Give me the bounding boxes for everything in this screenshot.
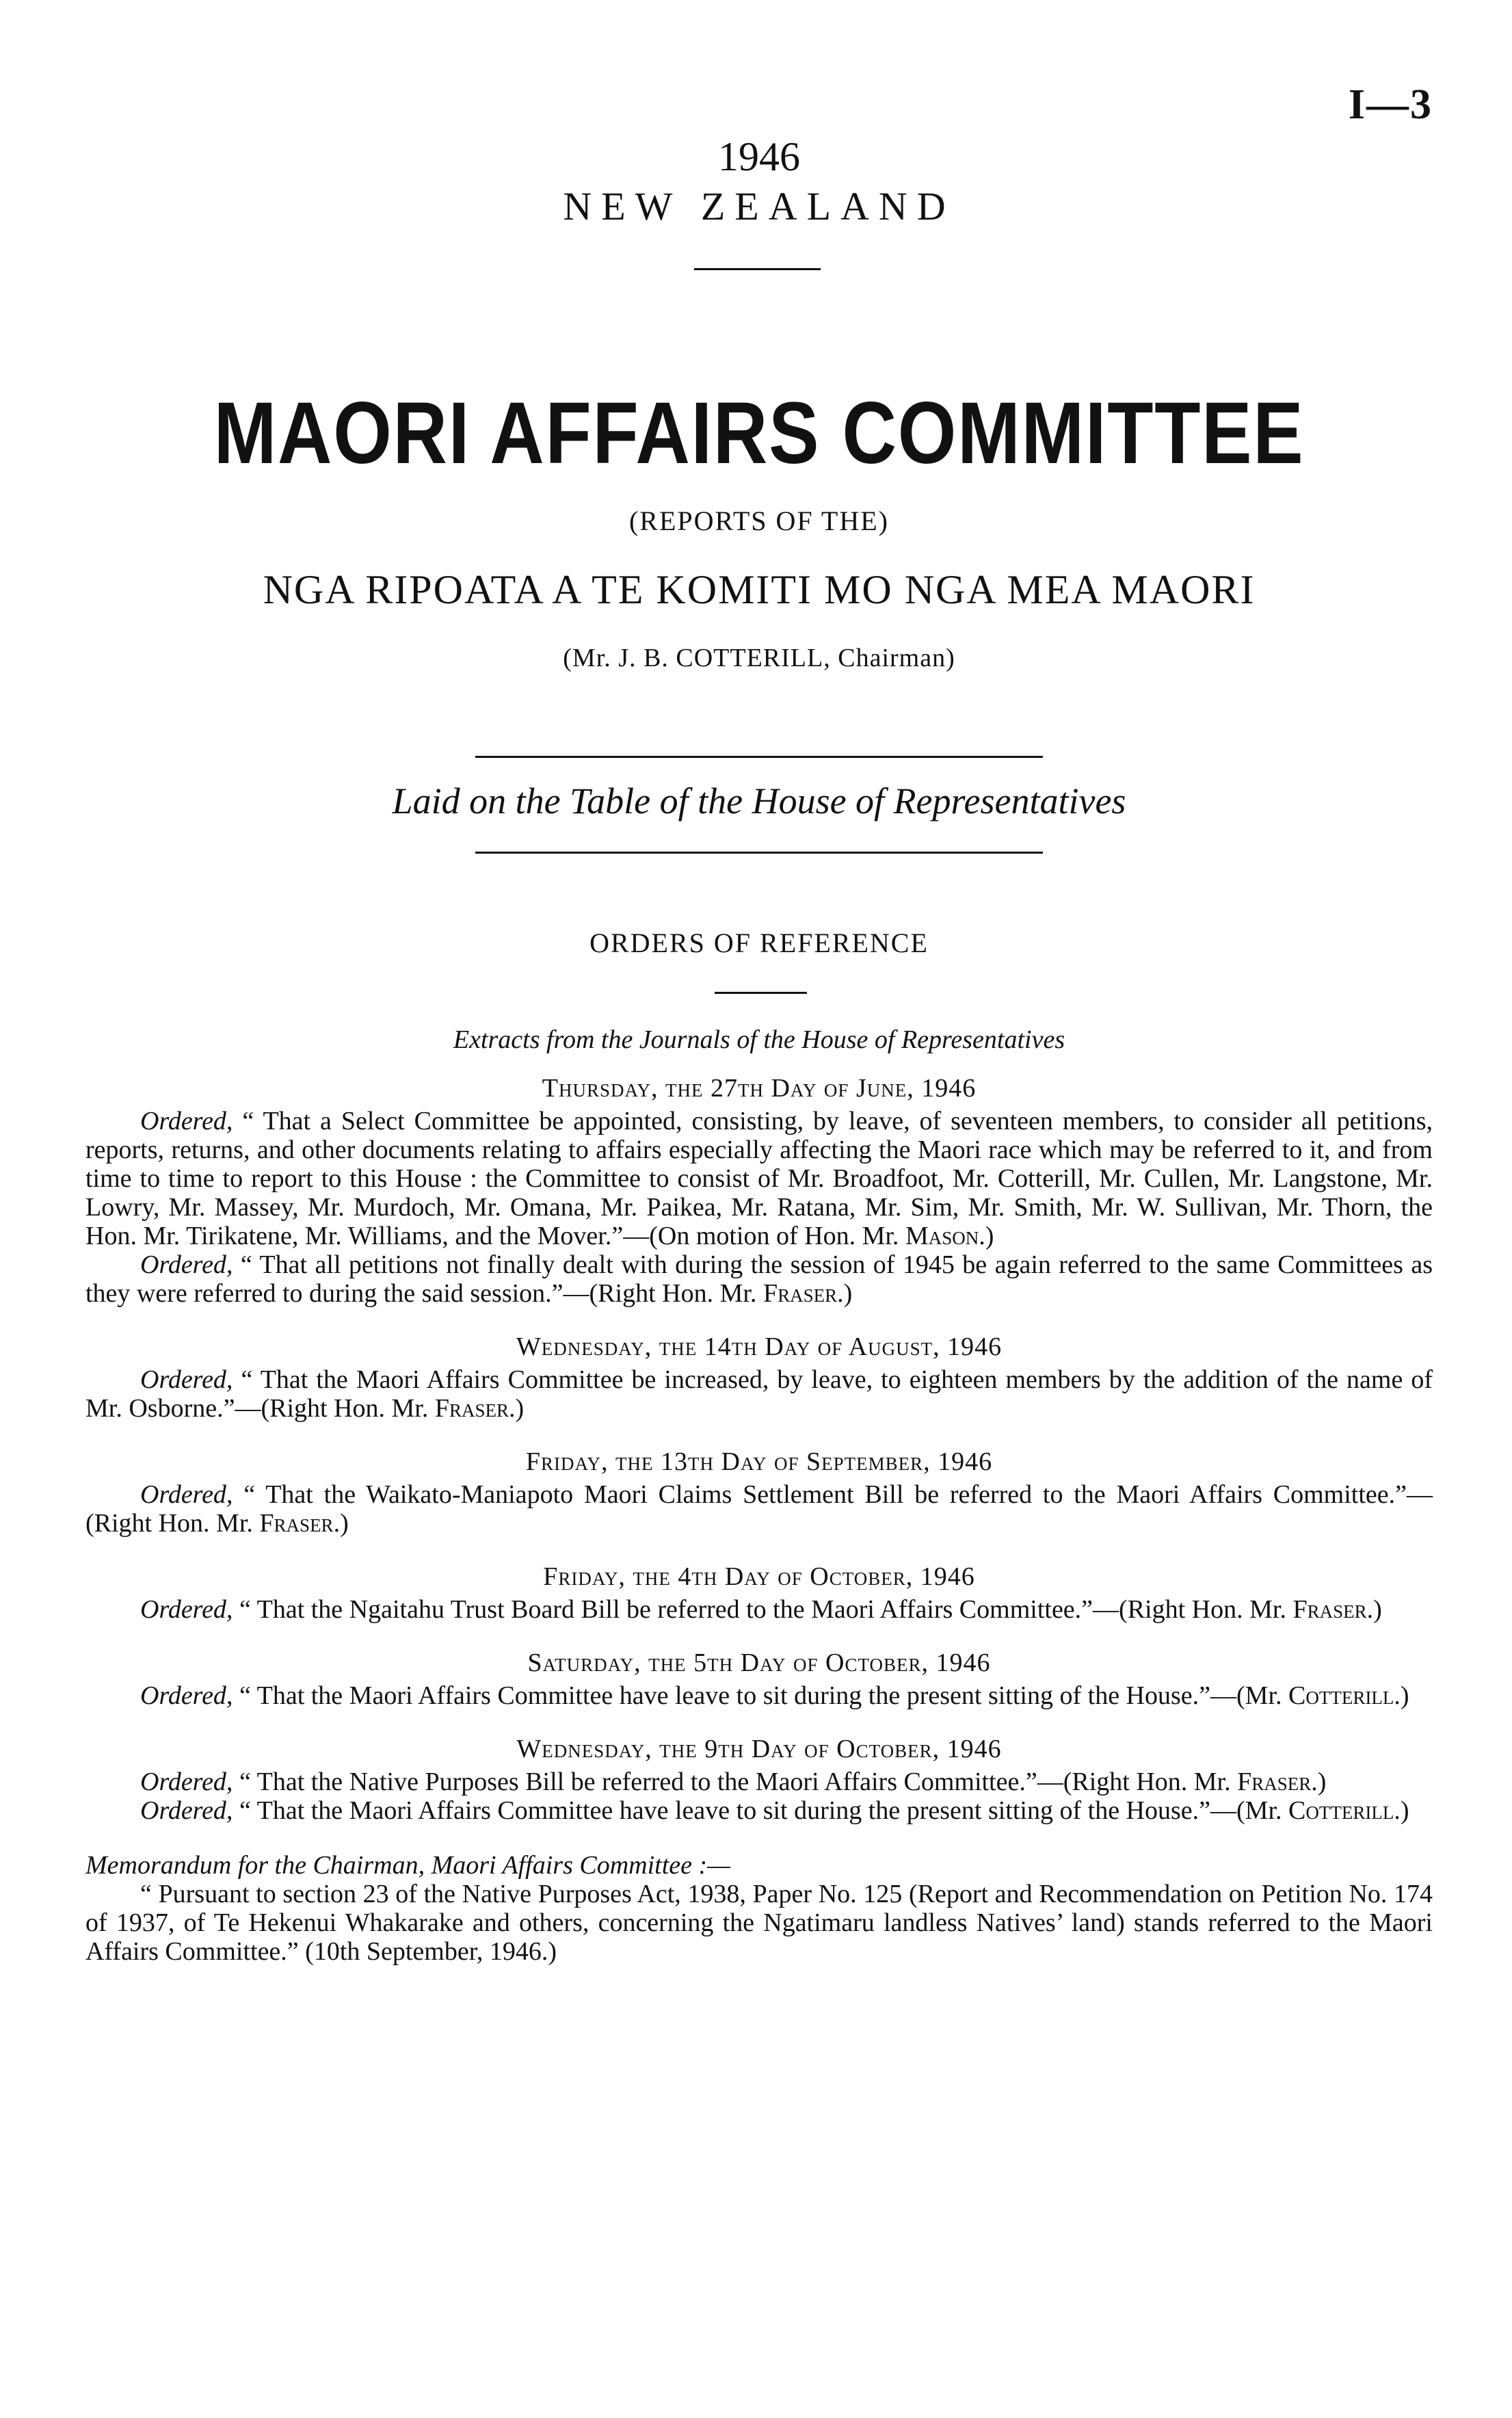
ordered-label: Ordered, (140, 1796, 233, 1825)
entry (85, 1735, 1433, 1825)
laid-on-table: Laid on the Table of the House of Representatives (392, 780, 1126, 822)
mover-name: Mason. (905, 1222, 985, 1250)
entry (85, 1648, 1433, 1710)
entry-date: Friday, the 13th Day of September, 1946 (525, 1447, 993, 1476)
country: NEW ZEALAND (563, 184, 955, 228)
entry (85, 1447, 1433, 1538)
order-tail: ) (1373, 1595, 1382, 1624)
entry-date: Wednesday, the 9th Day of October, 1946 (516, 1735, 1002, 1763)
entry (85, 1562, 1433, 1624)
order-tail: ) (515, 1394, 525, 1423)
page-subtitle: (REPORTS OF THE) (628, 505, 889, 536)
ordered-label: Ordered, (140, 1595, 233, 1624)
order-paragraph (85, 1595, 1433, 1624)
order-text: “ That the Maori Affairs Committee be increased, by leave, to eighteen members by the addition of the name of Mr. Osborne.”—(Right Hon. Mr. (85, 1365, 1433, 1423)
order-text: “ That the Ngaitahu Trust Board Bill be referred to the Maori Affairs Committee.”—(Right Hon. Mr. (233, 1595, 1293, 1624)
mover-name: Cotterill. (1288, 1796, 1401, 1825)
extracts-heading: Extracts from the Journals of the House of Representatives (453, 1025, 1065, 1054)
mover-name: Fraser. (434, 1394, 516, 1423)
order-paragraph (85, 1767, 1433, 1796)
order-text: “ That the Native Purposes Bill be referred to the Maori Affairs Committee.”—(Right Hon. Mr. (233, 1767, 1238, 1796)
divider-laid-bottom (475, 852, 1043, 854)
mover-name: Cotterill. (1288, 1681, 1401, 1710)
mover-name: Fraser. (762, 1279, 844, 1308)
order-text: “ That the Waikato-Maniapoto Maori Claims Settlement Bill be referred to the Maori Affairs Committee.”—(Right Hon. Mr. (85, 1480, 1433, 1538)
document-page (85, 0, 1433, 2418)
entry-date: Friday, the 4th Day of October, 1946 (543, 1562, 975, 1591)
year: 1946 (718, 134, 800, 179)
order-tail: ) (1400, 1681, 1409, 1710)
entry-date: Thursday, the 27th Day of June, 1946 (542, 1074, 977, 1103)
entry-date: Wednesday, the 14th Day of August, 1946 (516, 1332, 1003, 1361)
order-tail: ) (843, 1279, 853, 1308)
ordered-label: Ordered, (140, 1250, 233, 1279)
order-paragraph (85, 1250, 1433, 1308)
entry (85, 1332, 1433, 1423)
maori-title: NGA RIPOATA A TE KOMITI MO NGA MEA MAORI (263, 567, 1256, 612)
mover-name: Fraser. (1292, 1595, 1374, 1624)
memorandum-text: “ Pursuant to section 23 of the Native Purposes Act, 1938, Paper No. 125 (Report and Recommendation on Petition No. 174 of 1937, of Te Hekenui Whakarake and others, concerning the Ngatimaru landless Natives’ land) stands referred to the Maori Affairs Committee.” (10th September, 1946.) (85, 1880, 1433, 1966)
entry (85, 1074, 1433, 1308)
ordered-label: Ordered, (140, 1767, 233, 1796)
memorandum-heading: Memorandum for the Chairman, Maori Affairs Committee :— (85, 1851, 730, 1880)
order-paragraph (85, 1107, 1433, 1250)
order-paragraph (85, 1365, 1433, 1423)
entry-date: Saturday, the 5th Day of October, 1946 (527, 1648, 991, 1677)
order-text: “ That the Maori Affairs Committee have leave to sit during the present sitting of the House.”—(Mr. (233, 1796, 1289, 1825)
page-title: MAORI AFFAIRS COMMITTEE (213, 384, 1305, 482)
document-reference: I—3 (1348, 81, 1433, 128)
order-text: “ That the Maori Affairs Committee have leave to sit during the present sitting of the House.”—(Mr. (233, 1681, 1289, 1710)
order-tail: ) (1400, 1796, 1409, 1825)
mover-name: Fraser. (1237, 1767, 1318, 1796)
order-text: “ That a Select Committee be appointed, consisting, by leave, of seventeen members, to consider all petitions, reports, returns, and other documents relating to affairs especially affecting the Maori race which may be referred to it, and from time to time to report to this House : the Committee to consist of Mr. Broadfoot, Mr. Cotterill, Mr. Cullen, Mr. Langstone, Mr. Lowry, Mr. Massey, Mr. Murdoch, Mr. Omana, Mr. Paikea, Mr. Ratana, Mr. Sim, Mr. Smith, Mr. W. Sullivan, Mr. Thorn, the Hon. Mr. Tirikatene, Mr. Williams, and the Mover.”—(On motion of Hon. Mr. (85, 1107, 1433, 1250)
order-paragraph (85, 1796, 1433, 1825)
ordered-label: Ordered, (140, 1107, 233, 1135)
order-paragraph (85, 1681, 1433, 1710)
mover-name: Fraser. (259, 1509, 341, 1538)
divider-top (694, 268, 821, 270)
order-paragraph (85, 1480, 1433, 1538)
order-tail: ) (340, 1509, 349, 1538)
ordered-label: Ordered, (140, 1480, 233, 1509)
orders-heading: ORDERS OF REFERENCE (589, 928, 929, 958)
divider-laid-top (475, 756, 1043, 758)
divider-orders (715, 992, 807, 994)
ordered-label: Ordered, (140, 1365, 233, 1394)
chairman-line: (Mr. J. B. COTTERILL, Chairman) (563, 644, 955, 672)
order-text: “ That all petitions not finally dealt with during the session of 1945 be again referred to the same Committees as they were referred to during the said session.”—(Right Hon. Mr. (85, 1250, 1433, 1308)
orders-body (85, 1074, 1433, 1966)
ordered-label: Ordered, (140, 1681, 233, 1710)
order-tail: ) (1317, 1767, 1327, 1796)
order-tail: ) (985, 1222, 994, 1250)
